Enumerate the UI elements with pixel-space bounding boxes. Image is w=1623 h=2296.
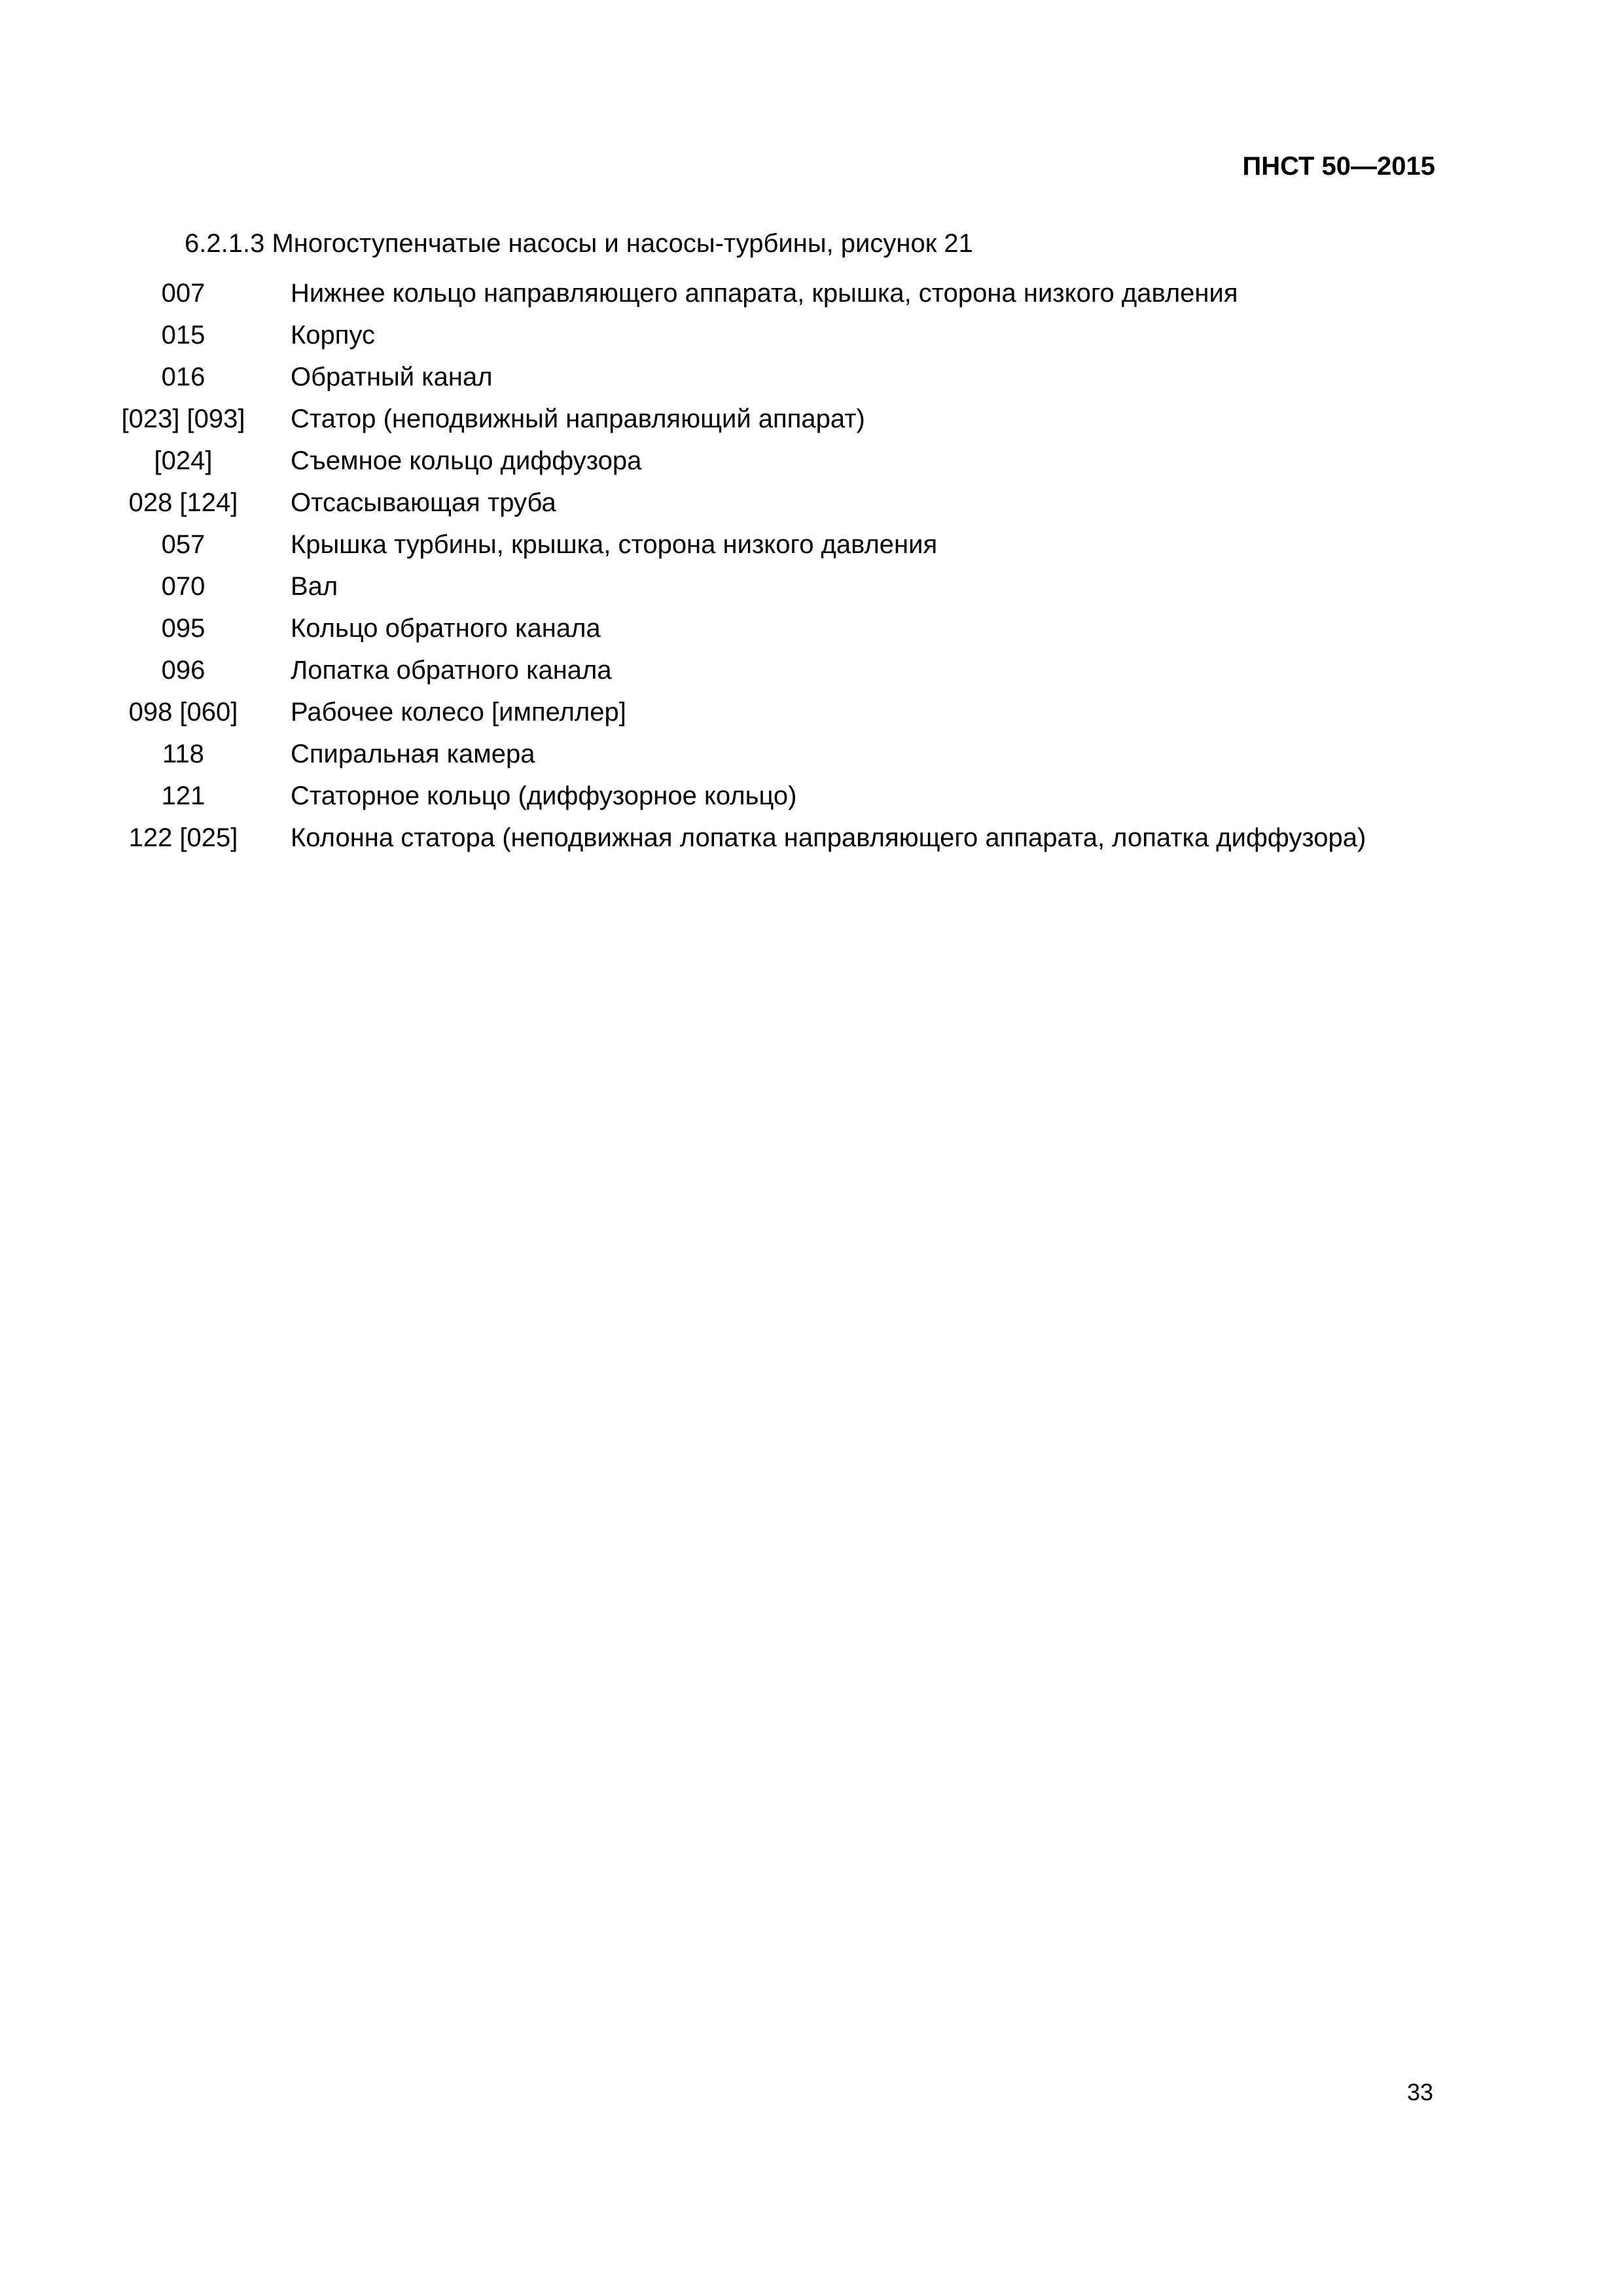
- legend-row: [105, 649, 1366, 691]
- part-code: 118: [162, 740, 204, 768]
- part-name: Отсасывающая труба: [291, 488, 556, 517]
- part-code: 070: [161, 572, 205, 601]
- part-name: Кольцо обратного канала: [291, 614, 601, 643]
- legend-row: [105, 775, 1366, 817]
- legend-row: [105, 733, 1366, 775]
- part-code: 121: [161, 781, 205, 810]
- part-name: Крышка турбины, крышка, сторона низкого давления: [291, 530, 938, 559]
- part-code: 016: [161, 363, 205, 391]
- legend-row: [105, 356, 1366, 398]
- part-code: 122 [025]: [128, 823, 238, 852]
- part-name: Корпус: [291, 321, 376, 350]
- part-name: Статорное кольцо (диффузорное кольцо): [291, 781, 797, 810]
- part-name: Вал: [291, 572, 338, 601]
- legend-row: [105, 440, 1366, 482]
- part-code: 095: [161, 614, 205, 643]
- part-code: [023] [093]: [121, 404, 245, 433]
- part-name: Колонна статора (неподвижная лопатка направляющего аппарата, лопатка диффузора): [291, 823, 1366, 852]
- legend-row: [105, 398, 1366, 440]
- part-code: 057: [161, 530, 205, 559]
- legend-row: [105, 607, 1366, 649]
- legend-row: [105, 314, 1366, 356]
- part-name: Съемное кольцо диффузора: [291, 446, 642, 475]
- legend-row: [105, 272, 1366, 314]
- page-number: 33: [1406, 2079, 1433, 2106]
- part-name: Спиральная камера: [291, 740, 535, 768]
- part-name: Обратный канал: [291, 363, 493, 391]
- part-name: Лопатка обратного канала: [291, 656, 612, 685]
- legend-row: [105, 524, 1366, 565]
- part-code: 015: [161, 321, 205, 350]
- part-code: [024]: [154, 446, 213, 475]
- legend-row: [105, 565, 1366, 607]
- part-name: Рабочее колесо [импеллер]: [291, 698, 626, 726]
- legend-row: [105, 691, 1366, 733]
- legend-row: [105, 482, 1366, 524]
- part-code: 098 [060]: [128, 698, 238, 726]
- legend-row: [105, 817, 1366, 859]
- section-heading: 6.2.1.3 Многоступенчатые насосы и насосы-турбины, рисунок 21: [185, 229, 973, 258]
- part-code: 007: [161, 279, 205, 308]
- part-code: 096: [161, 656, 205, 685]
- part-name: Нижнее кольцо направляющего аппарата, крышка, сторона низкого давления: [291, 279, 1238, 308]
- parts-legend: [105, 272, 1366, 859]
- document-code: ПНСТ 50—2015: [1242, 152, 1435, 181]
- part-code: 028 [124]: [128, 488, 238, 517]
- part-name: Статор (неподвижный направляющий аппарат): [291, 404, 865, 433]
